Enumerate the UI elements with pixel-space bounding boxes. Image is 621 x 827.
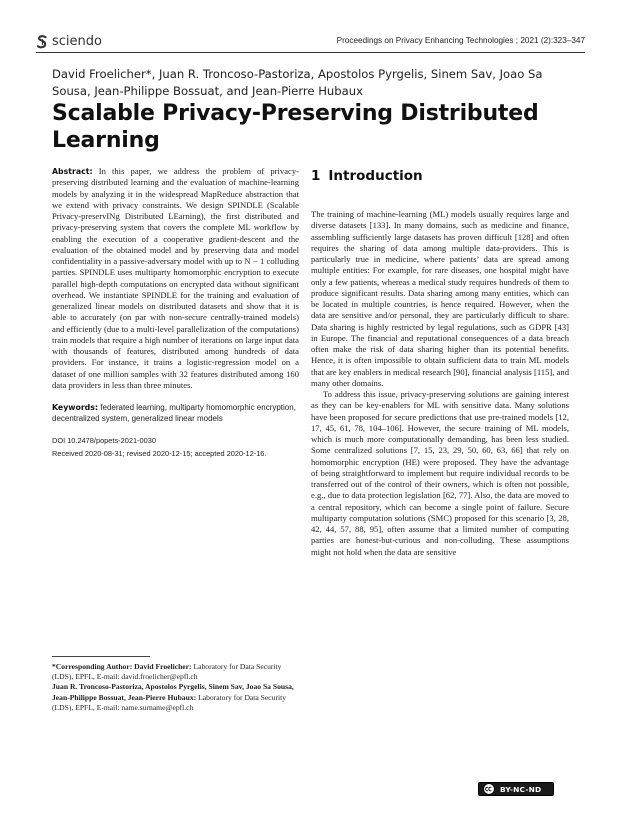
header-rule	[36, 52, 585, 53]
corresponding-author-affiliation: Laboratory for Data Security (LDS), EPFL, E-mail: david.froelicher@epfl.ch	[52, 662, 282, 682]
coauthors-note	[52, 682, 299, 713]
keywords	[52, 402, 299, 424]
section-heading	[311, 166, 569, 184]
abstract-text: In this paper, we address the problem of privacy-preserving distributed learning and the evaluation of machine-learning models by analyzing it in the widespread MapReduce abstraction that we extend with privacy constraints. We design SPINDLE (Scalable Privacy-preservINg Distributed LEarning), the first distributed and privacy-preserving system that covers the complete ML workflow by enabling the execution of a cooperative gradient-descent and the evaluation of the obtained model and by preserving data and model confidentiality in a passive-adversary model with up to N − 1 colluding parties. SPINDLE uses multiparty homomorphic encryption to execute parallel high-depth computations on encrypted data without significant overhead. We instantiate SPINDLE for the training and evaluation of generalized linear models on distributed datasets and show that it is able to accurately (on par with non-secure centrally-trained models) and efficiently (due to a multi-level parallelization of the computations) train models that require a high number of iterations on large input data with thousands of features, distributed among hundreds of data providers. For instance, it trains a logistic-regression model on a dataset of one million samples with 32 features distributed among 160 data providers in less than three minutes.	[52, 166, 299, 390]
doi: DOI 10.2478/popets-2021-0030	[52, 436, 156, 446]
corresponding-author-label: *Corresponding Author: David Froelicher:	[52, 662, 192, 671]
abstract	[52, 166, 299, 391]
sciendo-logo-icon	[36, 35, 48, 49]
creative-commons-icon	[483, 783, 495, 795]
license-label: BY-NC-ND	[500, 784, 542, 794]
right-column	[311, 166, 569, 558]
coauthors-affiliation: Laboratory for Data Security (LDS), EPFL, E-mail: name.surname@epfl.ch	[52, 692, 286, 712]
corresponding-author-note	[52, 662, 299, 682]
keywords-text: federated learning, multiparty homomorphic encryption, decentralized system, generalized linear models	[52, 403, 296, 424]
paper-title: Scalable Privacy-Preserving Distributed Learning	[52, 101, 539, 153]
publisher-logo	[36, 34, 102, 49]
received-dates: Received 2020-08-31; revised 2020-12-15; accepted 2020-12-16.	[52, 449, 267, 459]
abstract-label: Abstract:	[52, 167, 93, 176]
license-badge[interactable]	[478, 782, 554, 796]
journal-citation: Proceedings on Privacy Enhancing Technologies ; 2021 (2):323–347	[336, 36, 585, 45]
coauthors-label: Juan R. Troncoso-Pastoriza, Apostolos Pyrgelis, Sinem Sav, Joao Sa Sousa, Jean-Philippe Bossuat, Jean-Pierre Hubaux:	[52, 682, 294, 702]
page-header	[36, 32, 585, 52]
left-column	[52, 166, 299, 459]
footnote-rule	[52, 656, 150, 657]
author-list: David Froelicher*, Juan R. Troncoso-Pastoriza, Apostolos Pyrgelis, Sinem Sav, Joao Sa Sousa, Jean-Philippe Bossuat, and Jean-Pierre Hubaux	[52, 67, 543, 98]
section-title: Introduction	[328, 168, 423, 184]
publisher-name: sciendo	[52, 34, 102, 49]
section-number: 1	[311, 168, 321, 184]
intro-paragraph-1: The training of machine-learning (ML) models usually requires large and diverse datasets [133]. In many domains, such as medicine and finance, assembling sufficiently large datasets has proven difficult [128] and often requires the sharing of data among multiple data-providers. This is particularly true in medicine, where patients’ data are spread among multiple entities: For example, for rare diseases, one hospital might have only a few patients, whereas a medical study requires hundreds of them to produce significant results. Data sharing among many entities, which can be located in multiple countries, is hence required. However, when the data are sensitive and/or personal, they are particularly difficult to share. Data sharing is highly restricted by legal regulations, such as GDPR [43] in Europe. The financial and reputational consequences of a data breach often make the risk of data sharing higher than its potential benefits. Hence, it is often impossible to obtain sufficient data to train ML models that are key enablers in medical research [90], financial analysis [115], and many other domains.	[311, 209, 569, 388]
author-footnotes	[52, 662, 299, 713]
keywords-label: Keywords:	[52, 403, 99, 412]
intro-paragraph-2: To address this issue, privacy-preserving solutions are gaining interest as they can be key-enablers for ML with sensitive data. Many solutions have been proposed for secure predictions that use pre-trained models [12, 17, 45, 61, 78, 104–106]. However, the secure training of ML models, which is much more computationally demanding, has been less studied. Some centralized solutions [7, 15, 23, 29, 50, 60, 63, 66] that rely on homomorphic encryption (HE) were proposed. They have the advantage of being straightforward to implement but require individual records to be transferred out of the control of their owners, which is often not possible, e.g., due to data protection legislation [62, 77]. Also, the data are moved to a central repository, which can become a single point of failure. Secure multiparty computation solutions (SMC) proposed for this scenario [3, 28, 42, 44, 57, 88, 95], often assume that a limited number of computing parties are honest-but-curious and non-colluding. These assumptions might not hold when the data are sensitive	[311, 389, 569, 557]
